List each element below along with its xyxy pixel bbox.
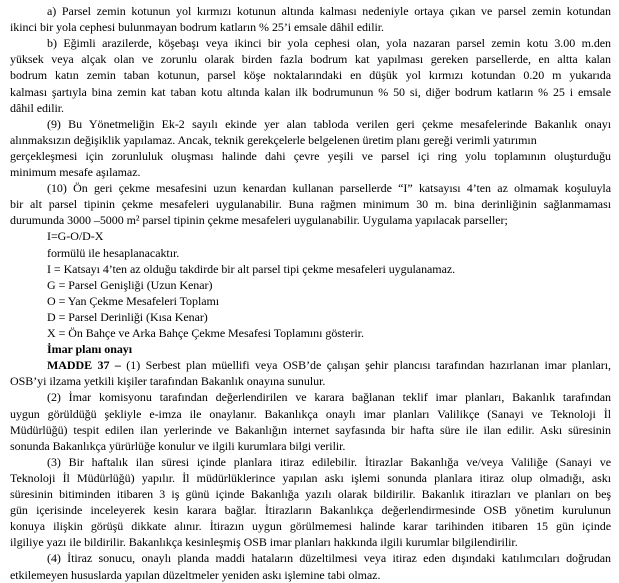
- line-text: etkilemeyen hususlarda yapılan düzeltmeler yeniden askı işlemine tabi olmaz.: [10, 567, 381, 582]
- text-line: [47, 325, 364, 341]
- line-text: dâhil edilir.: [10, 100, 65, 115]
- line-text: Müdürlüğü) tespit edilen ilan yerlerinde ve Bakanlığın internet sayfasında bir hafta süre ile ilan edilir. Askı süresinin: [10, 422, 611, 437]
- line-text: kalması şartıyla bina zemin kat taban kotu altında kalan ilk bodrumunun % 50 si, diğer bodrum katların % 25 i emsale: [10, 84, 611, 99]
- text-line: [10, 567, 380, 583]
- line-text: yüksek veya alçak olan ve zorunlu olarak birden fazla bodrum kat yapılması gereken parsellerde, en altta kalan: [10, 52, 611, 67]
- line-text: OSB’yi ilzama yetkili kişiler tarafından Bakanlık onayına sunulur.: [10, 374, 326, 389]
- text-line: [47, 180, 611, 196]
- text-line: [10, 373, 325, 389]
- line-text: X = Ön Bahçe ve Arka Bahçe Çekme Mesafesi Toplamını gösterir.: [47, 326, 364, 340]
- line-text: İmar planı onayı: [47, 342, 132, 357]
- line-text: b) Eğimli arazilerde, köşebaşı veya ikinci bir yola cephesi olan, yola nazaran parsel zemin kotu 3.00 m.den: [47, 36, 611, 51]
- text-line: [10, 502, 611, 518]
- text-line: [10, 100, 64, 116]
- text-line: [10, 518, 611, 534]
- text-line: [47, 454, 611, 470]
- line-text: (1) Serbest plan müellifi veya OSB’de çalışan şehir plancısı tarafından hazırlanan imar planları,: [120, 358, 611, 373]
- line-text: süresinin bitiminden itibaren 3 iş günü içinde Bakanlığa yazılı olarak bildirilir. Bakanlık itirazları ve planları on beş: [10, 487, 612, 501]
- text-line: [10, 164, 140, 180]
- article-line: [47, 357, 611, 373]
- line-text: G = Parsel Genişliği (Uzun Kenar): [47, 277, 213, 292]
- text-line: [10, 438, 345, 454]
- text-line: [47, 277, 212, 293]
- line-text: I=G-O/D-X: [47, 229, 104, 244]
- line-text: D = Parsel Derinliği (Kısa Kenar): [47, 309, 208, 324]
- text-line: [10, 406, 611, 422]
- line-text: O = Yan Çekme Mesafeleri Toplamı: [47, 293, 220, 308]
- line-text: gerçekleşmesi için zorunluluk oluşması halinde dahi çevre yeşili ve parsel içi ring yolu toplamının oluşturduğu: [10, 148, 611, 163]
- text-line: [10, 67, 611, 83]
- line-text: ikinci bir yola cephesi bulunmayan bodrum katların % 25’i emsale dâhil edilir.: [10, 20, 385, 35]
- text-line: [10, 422, 611, 438]
- line-text: konuya ilişkin görüşü dikkate alınır. İtirazın uygun görülmemesi halinde karar tarihinden itibaren 15 gün içinde: [10, 519, 611, 534]
- text-line: [10, 19, 384, 35]
- text-line: [47, 261, 455, 277]
- line-text: sonunda Bakanlıkça yürürlüğe konulur ve ilgili kurumlara bilgi verilir.: [10, 438, 346, 453]
- line-text: bodrum katın zemin taban kotunun, parsel köşe noktalarındaki en düşük yol kırmızı kotundan 0.20 m yukarıda: [10, 68, 611, 83]
- section-heading: [47, 341, 132, 357]
- line-text: (9) Bu Yönetmeliğin Ek-2 sayılı ekinde yer alan tabloda verilen geri çekme mesafelerinde Bakanlık onayı: [47, 116, 611, 131]
- line-text: formülü ile hesaplanacaktır.: [47, 245, 180, 260]
- line-text: Teknoloji İl Müdürlüğü) yapılır. İl müdürlüklerince yapılan askı işlemi sonunda planlara itiraz olup olmadığı, askı: [10, 470, 612, 485]
- text-line: [47, 245, 179, 261]
- text-line: [47, 550, 611, 566]
- text-line: [47, 3, 611, 19]
- line-text: uygun görüldüğü şekliyle e-imza ile onaylanır. Bakanlıkça onaylı imar planları Valilikçe (Sanayi ve Teknoloji İl: [10, 406, 611, 421]
- text-line: [47, 309, 208, 325]
- line-text: durumunda 3000 –5000 m² parsel tipinin çekme mesafeleri uygulanabilir. Uygulama yapılacak parseller;: [10, 213, 508, 228]
- text-line: [10, 486, 611, 502]
- line-text: I = Katsayı 4’ten az olduğu takdirde bir alt parsel tipi çekme mesafeleri uygulanamaz.: [47, 261, 456, 276]
- text-line: [10, 148, 611, 164]
- line-text: minimum mesafe aşılamaz.: [10, 165, 141, 179]
- line-text: (2) İmar komisyonu tarafından değerlendirilen ve karara bağlanan teklif imar planları, Bakanlık tarafından: [47, 390, 611, 405]
- line-text: gün içerisinde inceleyerek kesin karara bağlar. İtirazların Bakanlıkça değerlendirmesinde OSB yönetim kurulunun: [10, 503, 611, 518]
- text-line: [10, 534, 518, 550]
- text-line: [47, 389, 611, 405]
- line-text: (10) Ön geri çekme mesafesini uzun kenardan kullanan parsellerde “I” katsayısı 4’ten az olmamak koşuluyla: [47, 181, 611, 196]
- text-line: [10, 212, 508, 228]
- text-line: [47, 35, 611, 51]
- line-text: ilgiliye yazı ile bildirilir. Bakanlıkça kesinleşmiş OSB imar planları hakkında ilgili kurumlar bilgilendirilir.: [10, 535, 518, 550]
- line-text: a) Parsel zemin kotunun yol kırmızı kotunun altında kalması nedeniyle ortaya çıkan ve parsel zemin kotundan: [47, 4, 611, 18]
- text-line: [10, 132, 537, 148]
- text-line: [10, 51, 611, 67]
- article-number: MADDE 37 –: [47, 358, 121, 373]
- text-line: [10, 470, 611, 486]
- text-line: [47, 116, 611, 132]
- text-line: [47, 293, 219, 309]
- line-text: bir alt parsel tipinin çekme mesafeleri uygulanabilir. Buna rağmen minimum 30 m. bina derinliğinin sağlanmaması: [10, 197, 611, 212]
- text-line: [10, 84, 611, 100]
- line-text: (3) Bir haftalık ilan süresi içinde planlara itiraz edilebilir. İtirazlar Bakanlığa ve/veya Valiliğe (Sanayi ve: [47, 454, 611, 469]
- text-line: [10, 196, 611, 212]
- text-line: [47, 228, 103, 244]
- line-text: (4) İtiraz sonucu, onaylı planda maddi hataların düzeltilmesi veya itiraz eden dışındaki katılımcıları doğrudan: [47, 551, 611, 566]
- line-text: alınmaksızın değişiklik yapılamaz. Ancak, teknik gerekçelerle belgelenen üretim planı gereği verimli yatırımın: [10, 132, 537, 147]
